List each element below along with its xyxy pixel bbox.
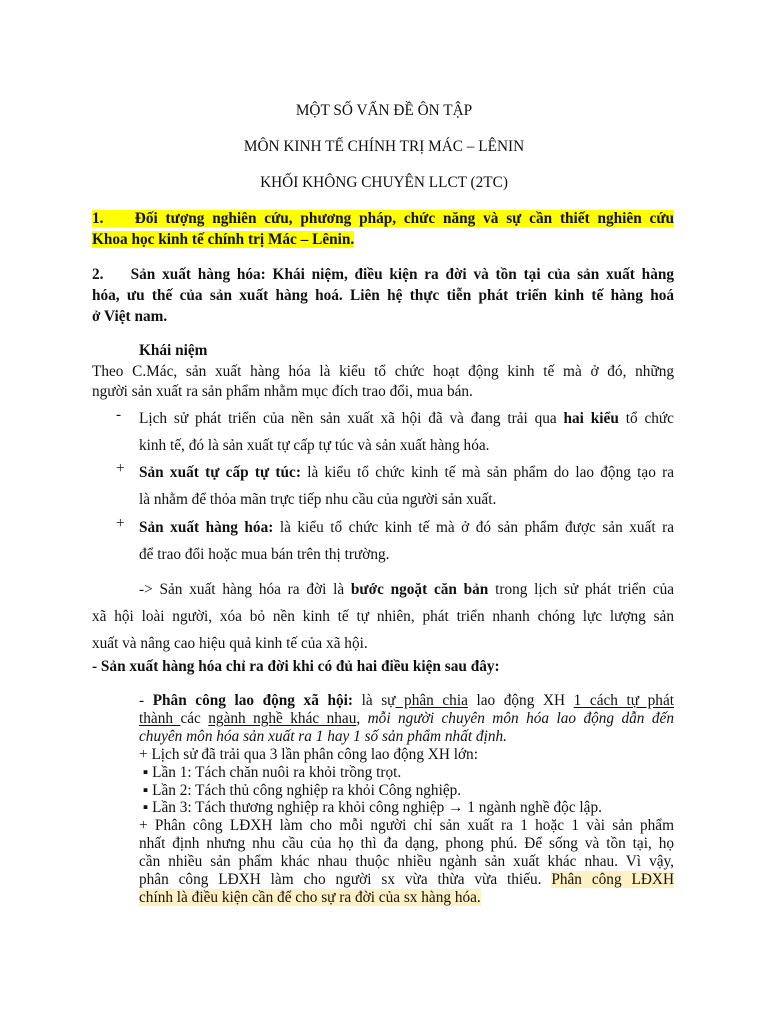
division-of-labor-line3: chuyên môn hóa sản xuất ra 1 hay 1 số sản phẩm nhất định. (139, 727, 507, 745)
division-1: ▪ Lần 1: Tách chăn nuôi ra khỏi trồng trọt. (142, 763, 402, 781)
section-1-number: 1. (92, 210, 104, 227)
doc-title-line3: KHỐI KHÔNG CHUYÊN LLCT (2TC) (260, 174, 508, 191)
square-bullet-icon: ▪ (142, 763, 149, 781)
square-bullet-icon: ▪ (142, 781, 149, 799)
conditions-body: - Phân công lao động xã hội: là sự phân chia lao động XH 1 cách tự phát thành các ngành nghề khác nhau, mỗi người chuyên môn hóa lao động dẫn đến chuyên môn hóa sản xuất ra 1 hay 1 số sản phẩm nhất định. + Lịch sử đã trải qua 3 lần phân công lao động XH lớn: ▪ Lần 1: Tách chăn nuôi ra khỏi trồng trọt. ▪ Lần 2: Tách thủ công nghiệp ra khỏi Công nghiệp. ▪ Lần 3: Tách thương nghiệp ra khỏi công nghiệp → 1 ngành nghề độc lập. + Phân công LĐXH làm cho mỗi người chỉ sản xuất ra 1 hoặc 1 vài sản phẩm nhất định nhưng nhu cầu của họ thì đa dạng, phong phú. Để sống và tồn tại, họ cần nhiều sản phẩm khác nhau thuộc nhiều ngành sản xuất khác nhau. Vì vậy, phân công LĐXH làm cho người sx vừa thừa vừa thiếu. Phân công LĐXH chính là điều kiện cần để cho sự ra đời của sx hàng hóa. (139, 692, 674, 906)
list-item-self-sufficient: Sản xuất tự cấp tự túc: là kiểu tổ chức kinh tế mà sản phẩm do lao động tạo ra là nhằm để thỏa mãn trực tiếp nhu cầu của người sản xuất. (139, 464, 674, 508)
concept-paragraph: Theo C.Mác, sản xuất hàng hóa là kiểu tổ chức hoạt động kinh tế mà ở đó, những người sản xuất ra sản phẩm nhằm mục đích trao đổi, mua bán. (92, 363, 674, 400)
conditions-heading: - Sản xuất hàng hóa chỉ ra đời khi có đủ hai điều kiện sau đây: (92, 658, 500, 675)
section-1-heading: 1. Đối tượng nghiên cứu, phương pháp, chức năng và sự cần thiết nghiên cứu Khoa học kinh tế chính trị Mác – Lênin. (92, 210, 675, 248)
division-of-labor-line2: thành các ngành nghề khác nhau, mỗi người chuyên môn hóa lao động dẫn đến (139, 709, 674, 727)
conclusion-line1: -> Sản xuất hàng hóa ra đời là bước ngoặt căn bản trong lịch sử phát triển của (139, 581, 675, 598)
plus-bullet: + (116, 460, 125, 477)
conclusion-continuation: xã hội loài người, xóa bỏ nền kinh tế tự nhiên, phát triển nhanh chóng lực lượng sản xuất và nâng cao hiệu quả kinh tế của xã hội. (92, 608, 674, 652)
doc-title-line1: MỘT SỐ VẤN ĐỀ ÔN TẬP (295, 102, 473, 119)
square-bullet-icon: ▪ (142, 799, 149, 817)
list-item-commodity: Sản xuất hàng hóa: là kiểu tổ chức kinh tế mà ở đó sản phẩm được sản xuất ra để trao đổi hoặc mua bán trên thị trường. (139, 519, 674, 563)
concept-heading: Khái niệm (139, 342, 208, 359)
dash-bullet: - (116, 406, 122, 423)
list-item-history: Lịch sử phát triển của nền sản xuất xã hội đã và đang trải qua hai kiểu tổ chức kinh tế, đó là sản xuất tự cấp tự túc và sản xuất hàng hóa. (139, 410, 674, 454)
section-2-heading: 2. Sản xuất hàng hóa: Khái niệm, điều kiện ra đời và tồn tại của sản xuất hàng hóa, ưu thế của sản xuất hàng hoá. Liên hệ thực tiễn phát triển kinh tế hàng hoá ở Việt nam. (92, 266, 674, 325)
division-3: ▪ Lần 3: Tách thương nghiệp ra khỏi công nghiệp → 1 ngành nghề độc lập. (142, 799, 602, 817)
doc-title-line2: MÔN KINH TẾ CHÍNH TRỊ MÁC – LÊNIN (243, 138, 525, 155)
division-2: ▪ Lần 2: Tách thủ công nghiệp ra khỏi Công nghiệp. (142, 781, 462, 799)
division-of-labor-line1: - Phân công lao động xã hội: là sự phân chia lao động XH 1 cách tự phát (139, 692, 674, 709)
plus-bullet: + (116, 515, 125, 532)
arrow-right-icon: → (448, 799, 464, 817)
section-2-number: 2. (92, 266, 104, 283)
history-line: + Lịch sử đã trải qua 3 lần phân công lao động XH lớn: (139, 745, 478, 763)
